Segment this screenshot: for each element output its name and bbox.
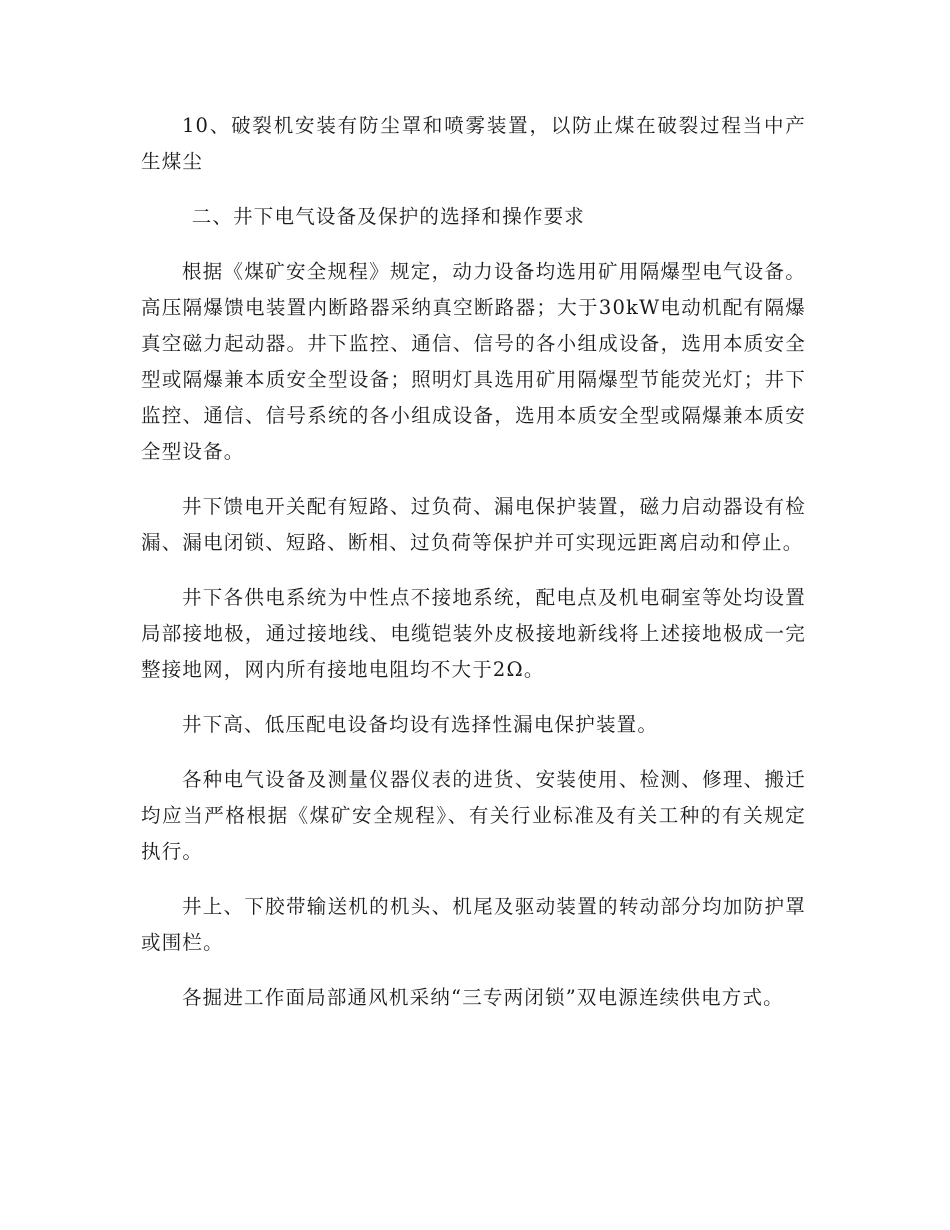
paragraph-ventilation-power: 各掘进工作面局部通风机采纳“三专两闭锁”双电源连续供电方式。 <box>181 986 784 1009</box>
paragraph-conveyor-guards: 井上、下胶带输送机的机头、机尾及驱动装置的转动部分均加防护罩或围栏。 <box>141 895 806 954</box>
section-heading-electrical: 二、井下电气设备及保护的选择和操作要求 <box>191 205 585 228</box>
document-body <box>141 108 806 1035</box>
paragraph-equipment-selection: 根据《煤矿安全规程》规定，动力设备均选用矿用隔爆型电气设备。高压隔爆馈电装置内断路器采纳真空断路器；大于30kW电动机配有隔爆真空磁力起动器。井下监控、通信、信号的各小组成设备，选用本质安全型或隔爆兼本质安全型设备；照明灯具选用矿用隔爆型节能荧光灯；井下监控、通信、信号系统的各小组成设备，选用本质安全型或隔爆兼本质安全型设备。 <box>141 260 806 463</box>
paragraph-leakage-protection: 井下高、低压配电设备均设有选择性漏电保护装置。 <box>181 713 659 736</box>
paragraph-dust-cover: 10、破裂机安装有防尘罩和喷雾装置，以防止煤在破裂过程当中产生煤尘 <box>141 114 806 173</box>
paragraph-feeder-protection: 井下馈电开关配有短路、过负荷、漏电保护装置，磁力启动器设有检漏、漏电闭锁、短路、断相、过负荷等保护并可实现远距离启动和停止。 <box>141 495 806 554</box>
paragraph-instruments: 各种电气设备及测量仪器仪表的进货、安装使用、检测、修理、搬迁均应当严格根据《煤矿安全规程》、有关行业标准及有关工种的有关规定执行。 <box>141 768 806 863</box>
paragraph-grounding: 井下各供电系统为中性点不接地系统，配电点及机电硐室等处均设置局部接地极，通过接地线、电缆铠装外皮极接地新线将上述接地极成一完整接地网，网内所有接地电阻均不大于2Ω。 <box>141 586 806 681</box>
